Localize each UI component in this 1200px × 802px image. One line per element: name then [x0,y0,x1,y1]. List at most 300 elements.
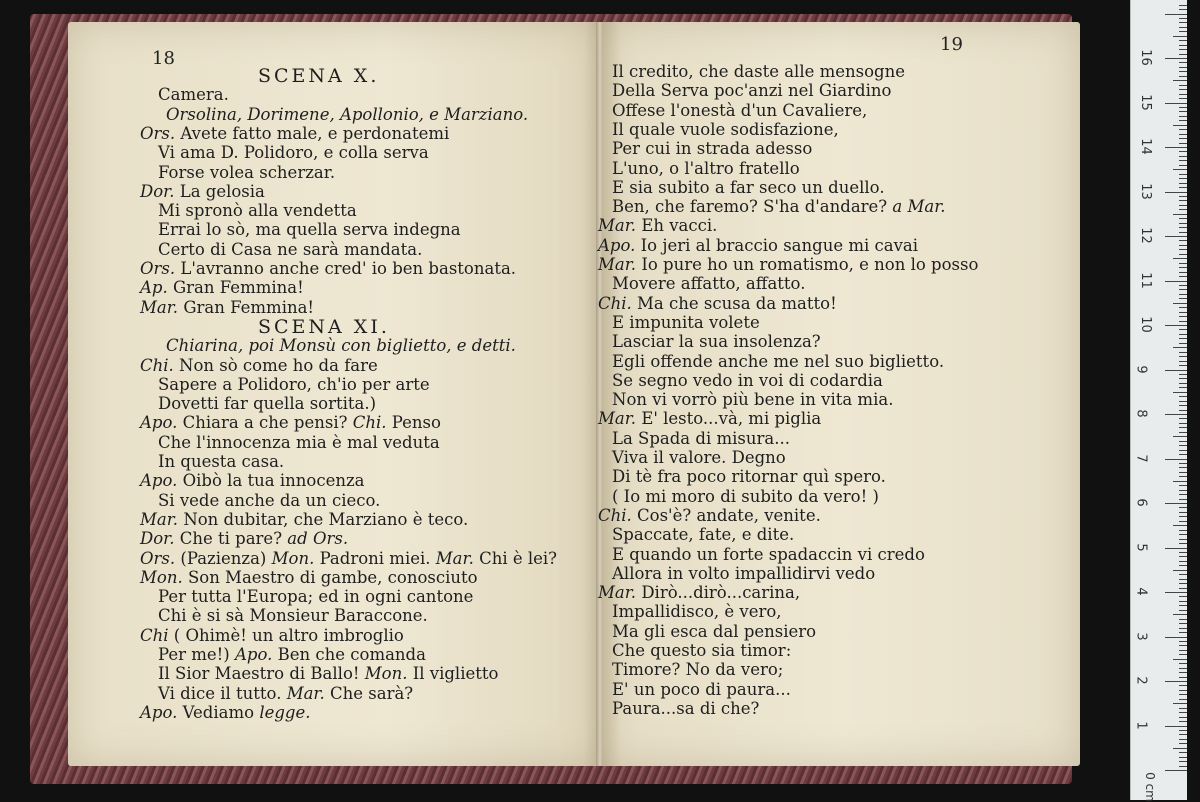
text-line [612,429,790,449]
ruler-tick [1179,254,1187,255]
ruler-tick [1173,80,1187,81]
dialogue-text: Lasciar la sua insolenza? [612,332,821,352]
text-line [598,236,918,256]
text-line [140,471,365,491]
speaker-name: Dor. [140,529,175,549]
text-line [140,626,404,646]
stage-direction: Orsolina, Dorimene, Apollonio, e Marziano. [166,104,529,124]
ruler-tick [1165,681,1187,682]
text-line [140,529,348,549]
dialogue-text: Forse volea scherzar. [158,162,336,182]
text-line [598,409,821,429]
speaker-name: Ors. [140,548,176,568]
ruler-tick [1179,539,1187,540]
ruler-tick [1179,387,1187,388]
scene-heading: SCENA X. [258,65,380,87]
text-line [612,101,867,121]
dialogue-text: Chi è si sà Monsieur Baraccone. [158,606,428,626]
ruler-tick [1179,654,1187,655]
ruler-unit-label: 0 cm [1142,772,1157,802]
ruler-tick [1173,392,1187,393]
dialogue-text: Offese l'onestà d'un Cavaliere, [612,100,868,120]
dialogue-text: Spaccate, fate, e dite. [612,525,795,545]
ruler-tick [1179,276,1187,277]
ruler-tick [1173,214,1187,215]
dialogue-text: Per me!) [158,645,230,664]
ruler-number: 8 [1133,409,1149,418]
ruler-tick [1179,89,1187,90]
ruler-tick [1179,334,1187,335]
stage-direction: ad Ors. [287,529,349,549]
ruler-tick [1165,147,1187,148]
text-line [158,606,428,626]
ruler-tick [1173,703,1187,704]
text-line [612,699,759,719]
text-line [140,356,378,376]
ruler-tick [1179,143,1187,144]
ruler-tick [1179,485,1187,486]
ruler-number: 11 [1137,271,1153,289]
dialogue-text: Gran Femmina! [183,297,315,317]
dialogue-text: Timore? No da vero; [612,660,784,680]
text-line [612,352,944,372]
text-line [158,433,440,453]
ruler-tick [1179,285,1187,286]
ruler-tick [1165,726,1187,727]
ruler-number: 4 [1133,587,1149,596]
dialogue-text: Movere affatto, affatto. [612,274,806,294]
ruler-tick [1179,49,1187,50]
ruler-tick [1179,120,1187,121]
text-line [158,375,430,395]
dialogue-text: Che sarà? [330,683,414,703]
dialogue-text: Ma che scusa da matto! [637,293,837,313]
ruler-tick [1173,125,1187,126]
ruler-tick [1179,766,1187,767]
ruler-tick [1165,770,1187,771]
dialogue-text: Oibò la tua innocenza [182,471,365,491]
dialogue-text: Di tè fra poco ritornar quì spero. [612,467,886,487]
ruler-tick [1179,200,1187,201]
dialogue-text: Paura...sa di che? [612,698,760,718]
ruler-tick [1165,370,1187,371]
text-line [166,105,528,125]
text-line [612,332,821,352]
ruler-tick [1179,5,1187,6]
text-line [158,491,380,511]
ruler-tick [1179,134,1187,135]
text-line [140,259,516,279]
ruler-tick [1179,588,1187,589]
ruler-tick [1179,712,1187,713]
ruler-tick [1179,410,1187,411]
stage-direction: legge. [259,702,311,722]
dialogue-text: La gelosia [179,181,265,201]
ruler-tick [1179,490,1187,491]
ruler-tick [1173,169,1187,170]
text-line [612,81,891,101]
ruler-tick [1165,592,1187,593]
text-line [612,159,800,179]
ruler-tick [1179,739,1187,740]
ruler-tick [1179,619,1187,620]
ruler-tick [1179,396,1187,397]
ruler-tick [1179,721,1187,722]
ruler-tick [1179,312,1187,313]
ruler-tick [1179,187,1187,188]
text-line [158,664,498,684]
ruler-tick [1179,677,1187,678]
text-line [140,278,304,298]
ruler-tick [1179,45,1187,46]
ruler-tick [1179,516,1187,517]
text-line [166,336,516,356]
ruler-number: 12 [1137,227,1153,244]
dialogue-text: Il quale vuole sodisfazione, [612,119,839,139]
ruler-tick [1165,192,1187,193]
text-line [140,703,311,723]
ruler-number: 1 [1133,720,1149,730]
ruler-tick [1179,209,1187,210]
text-line [612,120,839,140]
ruler-tick [1179,129,1187,130]
ruler-tick [1179,67,1187,68]
ruler-number: 9 [1133,364,1149,374]
ruler-tick [1179,556,1187,557]
ruler-tick [1179,174,1187,175]
ruler-tick [1165,58,1187,59]
ruler-number: 6 [1133,498,1149,507]
ruler-tick [1179,321,1187,322]
stage-direction: Chiarina, poi Monsù con biglietto, e detti. [166,336,516,356]
ruler-tick [1173,614,1187,615]
text-line [158,143,429,163]
text-line [612,139,812,159]
dialogue-text: Sapere a Polidoro, ch'io per arte [158,374,430,394]
dialogue-text: Ben che comanda [277,645,426,664]
ruler-tick [1173,525,1187,526]
dialogue-text: Non dubitar, che Marziano è teco. [183,509,469,529]
dialogue-text: Son Maestro di gambe, conosciuto [187,567,478,587]
speaker-name: Apo. [140,471,178,491]
dialogue-text: Il viglietto [412,664,499,684]
text-line [140,298,314,318]
speaker-name: Chi. [598,293,632,313]
ruler-tick [1179,343,1187,344]
text-line [612,371,883,391]
ruler-tick [1179,223,1187,224]
text-line [612,602,782,622]
ruler-tick [1179,165,1187,166]
speaker-name: Mar. [598,583,637,603]
ruler-tick [1179,289,1187,290]
dialogue-text: Che l'innocenza mia è mal veduta [158,432,440,452]
dialogue-text: Se segno vedo in voi di codardia [612,370,883,390]
dialogue-text: Che ti pare? [179,529,283,549]
left-page-number: 18 [152,48,175,69]
ruler-tick [1179,628,1187,629]
speaker-name: Mon. [140,567,183,587]
ruler-tick [1173,36,1187,37]
speaker-name: Ors. [140,123,176,143]
text-line [140,182,265,202]
dialogue-text: Chi è lei? [479,548,558,568]
speaker-name: Mar. [598,216,637,236]
text-line [140,413,441,433]
text-line [612,448,786,468]
text-line [158,684,413,704]
ruler-tick [1179,111,1187,112]
text-line [140,568,478,588]
ruler-tick [1179,338,1187,339]
ruler-tick [1179,694,1187,695]
dialogue-text: Per cui in strada adesso [612,139,813,159]
ruler-tick [1179,85,1187,86]
speaker-name: Dor. [140,181,175,201]
text-line [612,487,879,507]
text-line [158,587,473,607]
dialogue-text: Ma gli esca dal pensiero [612,621,817,641]
speaker-name: Mar. [598,255,637,274]
text-line [612,197,946,217]
dialogue-text: Ben, che faremo? S'ha d'andare? [612,197,888,217]
ruler-tick [1179,356,1187,357]
speaker-name: Chi. [598,505,632,525]
ruler-tick [1179,401,1187,402]
dialogue-text: Il Sior Maestro di Ballo! [158,664,360,684]
ruler-tick [1179,227,1187,228]
dialogue-text: Mi spronò alla vendetta [158,201,357,221]
ruler-tick [1179,583,1187,584]
ruler-tick [1179,205,1187,206]
ruler-tick [1179,574,1187,575]
ruler-tick [1179,383,1187,384]
text-line [140,510,468,530]
ruler-tick [1173,659,1187,660]
ruler-tick [1179,494,1187,495]
speaker-name: Mar. [140,297,179,317]
ruler-tick [1179,668,1187,669]
ruler-tick [1179,423,1187,424]
dialogue-text: ( Ohimè! un altro imbroglio [173,625,404,645]
ruler-tick [1173,347,1187,348]
dialogue-text: Gran Femmina! [172,278,304,298]
dialogue-text: Impallidisco, è vero, [612,602,782,622]
dialogue-text: E' lesto...và, mi piglia [641,409,822,429]
dialogue-text: Dirò...dirò...carina, [641,583,801,603]
text-line [612,178,885,198]
ruler-tick [1179,734,1187,735]
ruler-tick [1179,632,1187,633]
ruler-tick [1179,183,1187,184]
ruler-tick [1179,40,1187,41]
ruler-tick [1179,352,1187,353]
ruler-tick [1179,160,1187,161]
dialogue-text: E impunita volete [612,312,760,332]
ruler-tick [1179,418,1187,419]
ruler-tick [1179,18,1187,19]
text-line [612,641,791,661]
ruler-tick [1165,14,1187,15]
ruler-tick [1179,512,1187,513]
ruler-tick [1179,752,1187,753]
speaker-name: Chi [140,625,169,645]
dialogue-text: Per tutta l'Europa; ed in ogni cantone [158,587,474,607]
ruler-tick [1179,107,1187,108]
ruler-tick [1179,552,1187,553]
ruler-tick [1173,436,1187,437]
text-line [612,62,905,82]
dialogue-text: Il credito, che daste alle mensogne [612,62,906,81]
ruler-tick [1173,258,1187,259]
ruler-tick [1165,325,1187,326]
ruler-tick [1179,267,1187,268]
text-line [612,313,760,333]
ruler-tick [1165,459,1187,460]
speaker-name: Chi. [140,355,174,375]
ruler-tick [1179,601,1187,602]
dialogue-text: Dovetti far quella sortita.) [158,394,377,414]
dialogue-text: E' un poco di paura... [612,679,791,699]
ruler-tick [1179,534,1187,535]
ruler-tick [1179,476,1187,477]
dialogue-text: Vi dice il tutto. [158,683,282,703]
ruler-tick [1179,156,1187,157]
text-line [258,66,379,86]
ruler-tick [1179,685,1187,686]
text-line [258,317,390,337]
ruler-tick [1179,432,1187,433]
ruler-number: 7 [1133,453,1149,463]
ruler-tick [1179,98,1187,99]
dialogue-text: Egli offende anche me nel suo biglietto. [612,351,945,371]
speaker-name: Chi. [352,413,387,433]
ruler-tick [1165,103,1187,104]
ruler-number: 13 [1137,182,1153,200]
dialogue-text: Cos'è? andate, venite. [637,505,821,525]
dialogue-text: Padroni miei. [319,548,431,568]
text-line [612,525,794,545]
ruler-tick [1179,761,1187,762]
ruler-tick [1165,281,1187,282]
ruler-tick [1179,565,1187,566]
speaker-name: Mon. [271,548,315,568]
speaker-name: Mar. [435,548,474,568]
text-line [612,564,875,584]
dialogue-text: Avete fatto male, e perdonatemi [180,123,450,143]
ruler-number: 16 [1137,49,1153,66]
ruler-tick [1179,232,1187,233]
text-line [158,201,357,221]
ruler-tick [1179,27,1187,28]
dialogue-text: Penso [391,413,441,433]
ruler-tick [1179,240,1187,241]
ruler-tick [1179,605,1187,606]
dialogue-text: ( Io mi moro di subito da vero! ) [612,486,879,506]
ruler-tick [1179,62,1187,63]
speaker-name: Mar. [598,409,637,429]
text-line [612,680,791,700]
ruler-tick [1179,463,1187,464]
speaker-name: Mon. [364,664,408,684]
ruler-tick [1179,245,1187,246]
ruler-tick [1179,623,1187,624]
ruler-tick [1179,596,1187,597]
dialogue-text: Io pure ho un romatismo, e non lo posso [641,255,979,274]
ruler-tick [1165,236,1187,237]
text-line [158,452,284,472]
ruler-tick [1173,570,1187,571]
ruler-tick [1179,743,1187,744]
ruler-tick [1179,543,1187,544]
ruler-tick [1179,138,1187,139]
dialogue-text: Camera. [158,85,229,105]
ruler-tick [1179,579,1187,580]
ruler-tick [1179,507,1187,508]
ruler-tick [1179,76,1187,77]
ruler-number: 15 [1137,93,1153,111]
measuring-ruler [1130,0,1187,800]
ruler-tick [1179,196,1187,197]
ruler-tick [1179,663,1187,664]
text-line [612,545,925,565]
text-line [158,220,461,240]
dialogue-text: Non vi vorrò più bene in vita mia. [612,390,894,410]
dialogue-text: In questa casa. [158,452,285,471]
ruler-tick [1179,672,1187,673]
ruler-tick [1179,405,1187,406]
ruler-tick [1179,717,1187,718]
ruler-tick [1179,441,1187,442]
ruler-tick [1179,454,1187,455]
ruler-tick [1179,641,1187,642]
ruler-tick [1179,31,1187,32]
ruler-tick [1179,298,1187,299]
ruler-tick [1179,294,1187,295]
ruler-tick [1179,22,1187,23]
ruler-tick [1179,645,1187,646]
ruler-tick [1179,699,1187,700]
dialogue-text: Non sò come ho da fare [179,355,378,375]
text-line [140,549,557,569]
text-line [140,124,449,144]
speaker-name: Apo. [235,645,273,664]
dialogue-text: Certo di Casa ne sarà mandata. [158,239,423,259]
ruler-tick [1179,427,1187,428]
ruler-tick [1179,272,1187,273]
ruler-tick [1179,316,1187,317]
ruler-number: 14 [1137,138,1153,155]
text-line [158,394,376,414]
text-line [158,240,422,260]
speaker-name: Apo. [140,702,178,722]
dialogue-text: (Pazienza) [180,548,267,568]
text-line [612,660,783,680]
dialogue-text: L'avranno anche cred' io ben bastonata. [180,259,517,278]
ruler-tick [1179,467,1187,468]
ruler-tick [1179,650,1187,651]
ruler-tick [1179,361,1187,362]
ruler-tick [1179,530,1187,531]
speaker-name: Apo. [598,235,636,255]
text-line [612,274,805,294]
ruler-tick [1179,757,1187,758]
ruler-tick [1179,708,1187,709]
stage-direction: a Mar. [892,197,946,217]
text-line [158,85,229,105]
text-line [598,294,837,314]
ruler-tick [1179,610,1187,611]
